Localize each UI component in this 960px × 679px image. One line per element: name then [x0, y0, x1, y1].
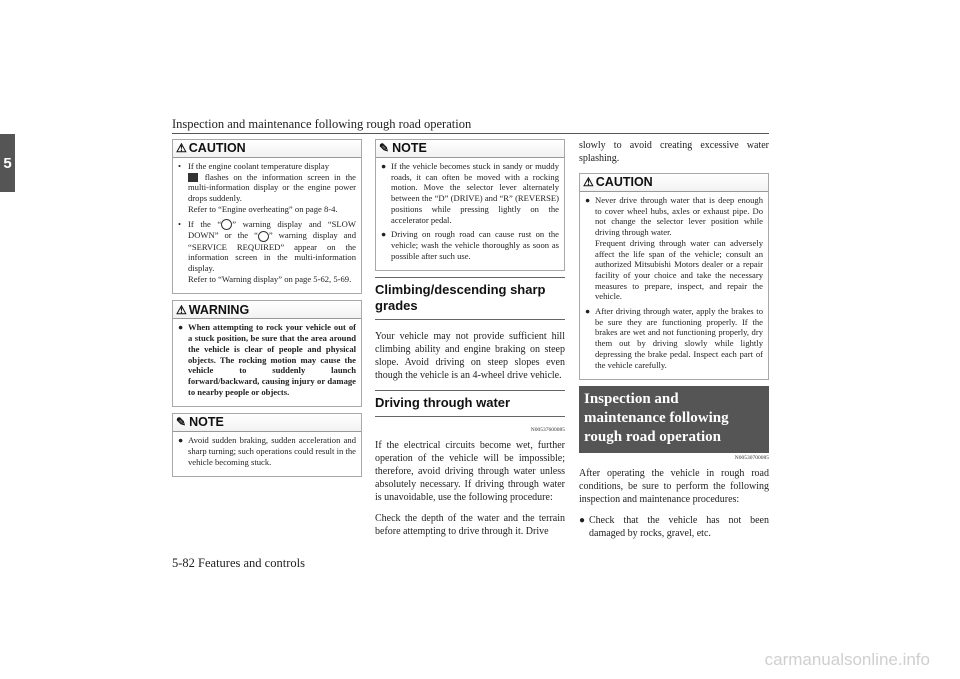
- warning-item: ● When attempting to rock your vehicle out of a stuck position, be sure that the area around the vehicle is clear of people and physical objects. The rocking motion may cause the vehicle to suddenly launch forward/backward, causing injury or damage to nearby people or objects.: [178, 322, 356, 397]
- climbing-text: Your vehicle may not provide sufficient hill climbing ability and engine braking on steep slope. Avoid driving on steep slopes even though the vehicle is an 4-wheel drive vehicle.: [375, 331, 565, 382]
- page-header-title: Inspection and maintenance following rough road operation: [172, 117, 472, 131]
- note-pencil-icon: ✎: [176, 415, 187, 430]
- column-1: [172, 139, 362, 483]
- caution-item: ● After driving through water, apply the brakes to be sure they are functioning properly. If the brakes are wet and not functioning properly, dry them out by driving slowly while lightly depressing the brake pedal. Inspect each part of the vehicle carefully.: [585, 306, 763, 370]
- chapter-tab: 5: [0, 134, 15, 192]
- note-title: NOTE: [392, 141, 427, 156]
- section-heading-climbing: Climbing/descending sharp grades: [375, 277, 565, 320]
- note-pencil-icon: ✎: [379, 141, 390, 156]
- note-box: [172, 413, 362, 477]
- continued-text: slowly to avoid creating excessive water splashing.: [579, 140, 769, 164]
- note-header: [173, 414, 361, 432]
- note-header: [376, 140, 564, 158]
- warning-box: [172, 300, 362, 407]
- caution-icon: ⚠: [176, 141, 187, 156]
- caution-item: ● Never drive through water that is deep enough to cover wheel hubs, axles or exhaust pipe. Do not change the selector lever position while driving through water. Frequent driving through water can adversely affect the life span of the vehicle; consult an authorized Mitsubishi Motors dealer or a repair facility of your choice and take the necessary measures to prepare, inspect, and repair the vehicle.: [585, 195, 763, 302]
- caution-item: • If the engine coolant temperature display flashes on the information screen in the multi-information display or the engine power drops suddenly. Refer to “Engine overheating” on page 8-4.: [178, 161, 356, 214]
- column-3: [579, 139, 769, 548]
- caution-header: [173, 140, 361, 158]
- header-rule: [172, 133, 769, 134]
- warning-header: [173, 301, 361, 319]
- column-2: [375, 139, 565, 546]
- caution-title: CAUTION: [188, 141, 246, 156]
- coolant-temperature-icon: [188, 173, 198, 182]
- caution-box: [579, 173, 769, 380]
- warning-icon: ⚠: [176, 302, 187, 317]
- transmission-warning-icon: [221, 219, 232, 230]
- water-text-1: If the electrical circuits become wet, further operation of the vehicle will be impossible; therefore, avoid driving through water unless absolutely necessary. If driving through water is unavoidable, use the following procedure:: [375, 440, 565, 504]
- note-item: ● If the vehicle becomes stuck in sandy or muddy roads, it can often be moved with a rocking motion. Move the selector lever alternately between the “D” (DRIVE) and “R” (REVERSE) positions while pressing lightly on the accelerator pedal.: [381, 161, 559, 225]
- caution-item: • If the “ ” warning display and “SLOW DOWN” or the “ ” warning display and “SERVICE REQUIRED” appear on the information screen in the multi-information display. Refer to “Warning display” on page 5-62, 5-69.: [178, 218, 356, 284]
- note-item: ● Avoid sudden braking, sudden acceleration and sharp turning; such operations could result in the vehicle becoming stuck.: [178, 435, 356, 467]
- water-text-2: Check the depth of the water and the terrain before attempting to drive through it. Drive: [375, 513, 565, 538]
- section-heading-water: Driving through water: [375, 390, 565, 417]
- caution-box: [172, 139, 362, 294]
- section-code: N00537600085: [530, 427, 565, 434]
- note-item: ● Driving on rough road can cause rust on the vehicle; wash the vehicle thoroughly as soon as possible after such use.: [381, 229, 559, 261]
- transmission-warning-icon: [258, 231, 269, 242]
- watermark: carmanualsonline.info: [764, 650, 930, 669]
- section-code: N00530700085: [734, 455, 769, 462]
- section-heading-inspection: Inspection and maintenance following rough road operation: [579, 386, 769, 453]
- caution-title: CAUTION: [595, 175, 653, 190]
- page-footer: 5-82 Features and controls: [172, 556, 305, 570]
- warning-title: WARNING: [188, 302, 250, 317]
- inspection-bullet: ● Check that the vehicle has not been damaged by rocks, gravel, etc.: [579, 515, 769, 540]
- note-box: [375, 139, 565, 271]
- caution-icon: ⚠: [583, 175, 594, 190]
- note-title: NOTE: [189, 415, 224, 430]
- inspection-text: After operating the vehicle in rough road conditions, be sure to perform the following inspection and maintenance procedures:: [579, 468, 769, 506]
- caution-header: [580, 174, 768, 192]
